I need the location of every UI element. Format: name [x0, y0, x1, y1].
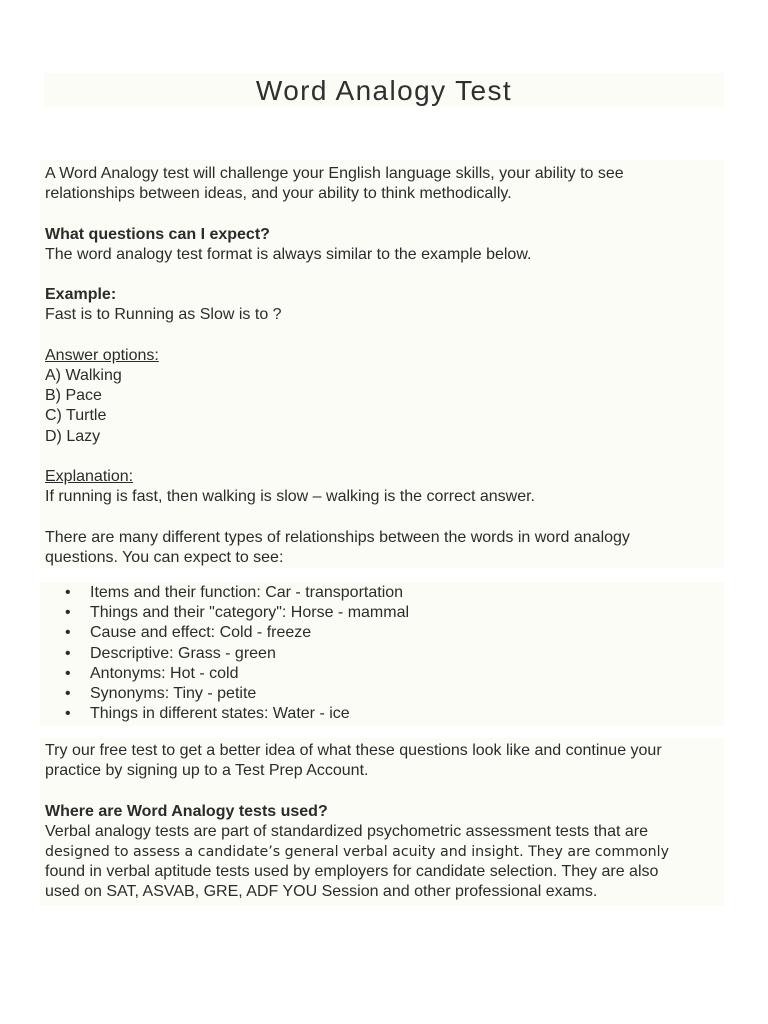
explanation-text: If running is fast, then walking is slow – walking is the correct answer.	[45, 488, 535, 506]
questions-heading: What questions can I expect?	[45, 225, 270, 243]
usage-line: used on SAT, ASVAB, GRE, ADF YOU Session and other professional exams.	[45, 883, 598, 901]
relationship-types-list	[45, 583, 725, 724]
intro-section	[45, 164, 725, 568]
answer-option: B) Pace	[45, 387, 102, 405]
answer-option: D) Lazy	[45, 427, 101, 445]
list-item: • Descriptive: Grass - green	[45, 644, 725, 664]
page-title: Word Analogy Test	[255, 75, 513, 106]
answer-option: A) Walking	[45, 366, 122, 384]
usage-line: designed to assess a candidate’s general verbal acuity and insight. They are commonly	[45, 844, 669, 860]
list-item: • Items and their function: Car - transportation	[45, 583, 725, 603]
list-item: • Synonyms: Tiny - petite	[45, 684, 725, 704]
usage-line: Verbal analogy tests are part of standardized psychometric assessment tests that are	[45, 822, 648, 840]
cta-line: Try our free test to get a better idea of what these questions look like and continue your	[45, 742, 662, 759]
list-item: • Cause and effect: Cold - freeze	[45, 623, 725, 643]
example-heading: Example:	[45, 286, 117, 304]
list-item: • Things and their "category": Horse - mammal	[45, 603, 725, 623]
intro-line: A Word Analogy test will challenge your English language skills, your ability to see	[45, 165, 624, 182]
types-intro-line: questions. You can expect to see:	[45, 548, 284, 566]
usage-line: found in verbal aptitude tests used by employers for candidate selection. They are also	[45, 863, 659, 881]
example-text: Fast is to Running as Slow is to ?	[45, 306, 282, 324]
cta-line: practice by signing up to a Test Prep Account.	[45, 762, 369, 780]
intro-line: relationships between ideas, and your ability to think methodically.	[45, 185, 512, 203]
types-intro-line: There are many different types of relationships between the words in word analogy	[45, 528, 630, 546]
usage-heading: Where are Word Analogy tests used?	[45, 802, 328, 820]
explanation-heading: Explanation:	[45, 467, 134, 485]
list-item: • Things in different states: Water - ice	[45, 704, 725, 724]
answer-options-heading: Answer options:	[45, 346, 159, 364]
answer-option: C) Turtle	[45, 407, 107, 425]
questions-text: The word analogy test format is always similar to the example below.	[45, 245, 532, 263]
usage-section	[45, 741, 725, 903]
list-item: • Antonyms: Hot - cold	[45, 664, 725, 684]
